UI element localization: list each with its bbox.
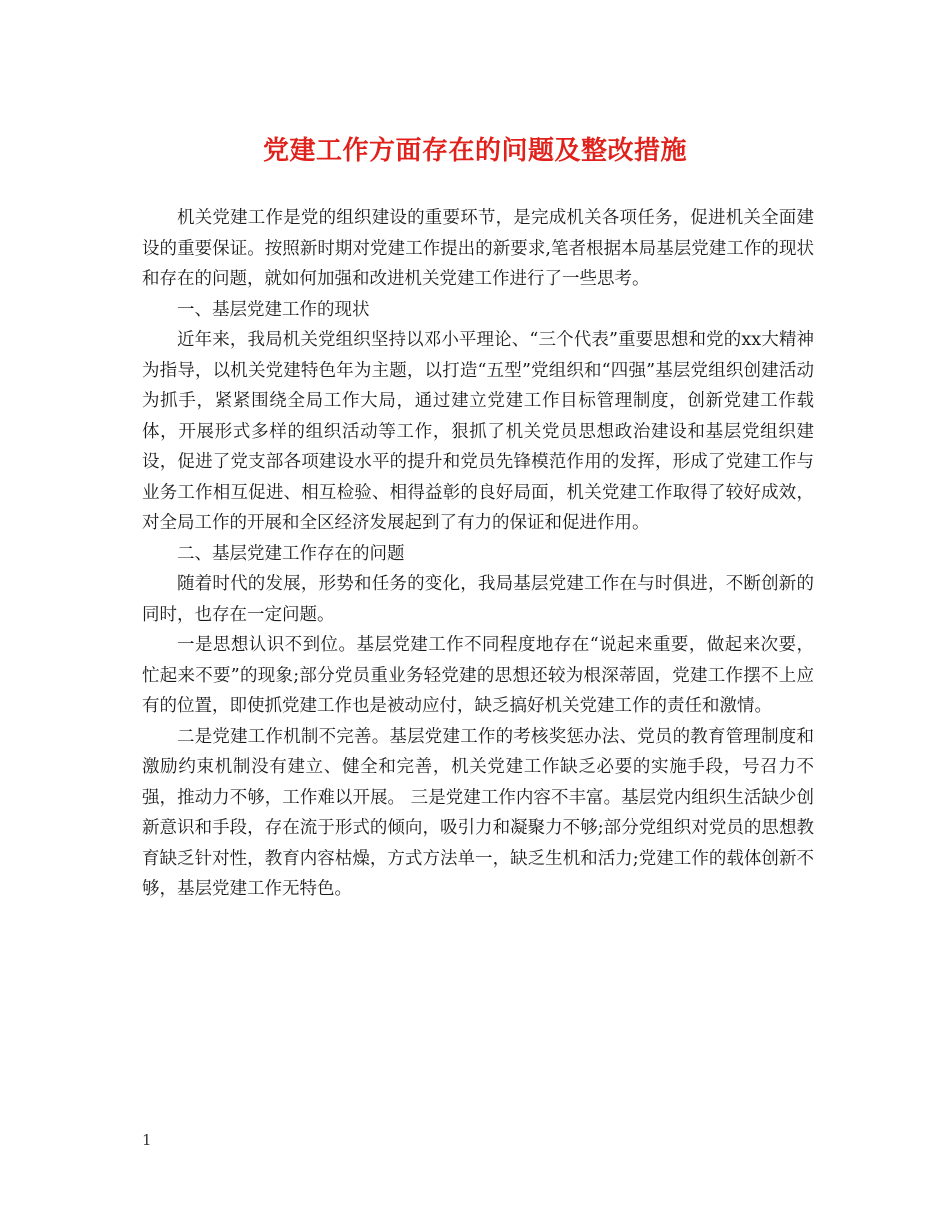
section-heading-problems: 二、基层党建工作存在的问题 (177, 543, 405, 564)
section-heading-status: 一、基层党建工作的现状 (177, 299, 370, 320)
page-number: 1 (142, 1131, 152, 1149)
document-title: 党建工作方面存在的问题及整改措施 (262, 136, 687, 166)
paragraph-status: 近年来，我局机关党组织坚持以邓小平理论、“三个代表”重要思想和党的xx大精神为指导，以机关党建特色年为主题，以打造“五型”党组织和“四强”基层党组织创建活动为抓手，紧紧围绕全局工作大局，通过建立党建工作目标管理制度，创新党建工作载体，开展形式多样的组织活动等工作，狠抓了机关党员思想政治建设和基层党组织建设，促进了党支部各项建设水平的提升和党员先锋模范作用的发挥，形成了党建工作与业务工作相互促进、相互检验、相得益彰的良好局面，机关党建工作取得了较好成效，对全局工作的开展和全区经济发展起到了有力的保证和促进作用。 (142, 330, 814, 533)
paragraph-intro: 机关党建工作是党的组织建设的重要环节，是完成机关各项任务，促进机关全面建设的重要保证。按照新时期对党建工作提出的新要求,笔者根据本局基层党建工作的现状和存在的问题，就如何加强和改进机关党建工作进行了一些思考。 (142, 208, 814, 289)
paragraph-problem-one: 一是思想认识不到位。基层党建工作不同程度地存在“说起来重要，做起来次要，忙起来不要”的现象;部分党员重业务轻党建的思想还较为根深蒂固，党建工作摆不上应有的位置，即使抓党建工作也是被动应付，缺乏搞好机关党建工作的责任和激情。 (142, 635, 814, 716)
paragraph-problem-two-three: 二是党建工作机制不完善。基层党建工作的考核奖惩办法、党员的教育管理制度和激励约束机制没有建立、健全和完善，机关党建工作缺乏必要的实施手段，号召力不强，推动力不够，工作难以开展。 三是党建工作内容不丰富。基层党内组织生活缺少创新意识和手段，存在流于形式的倾向，吸引力和凝聚力不够;部分党组织对党员的思想教育缺乏针对性，教育内容枯燥，方式方法单一，缺乏生机和活力;党建工作的载体创新不够，基层党建工作无特色。 (142, 726, 814, 899)
document-body (142, 203, 814, 905)
paragraph-problems-intro: 随着时代的发展，形势和任务的变化，我局基层党建工作在与时俱进，不断创新的同时，也存在一定问题。 (142, 574, 814, 625)
